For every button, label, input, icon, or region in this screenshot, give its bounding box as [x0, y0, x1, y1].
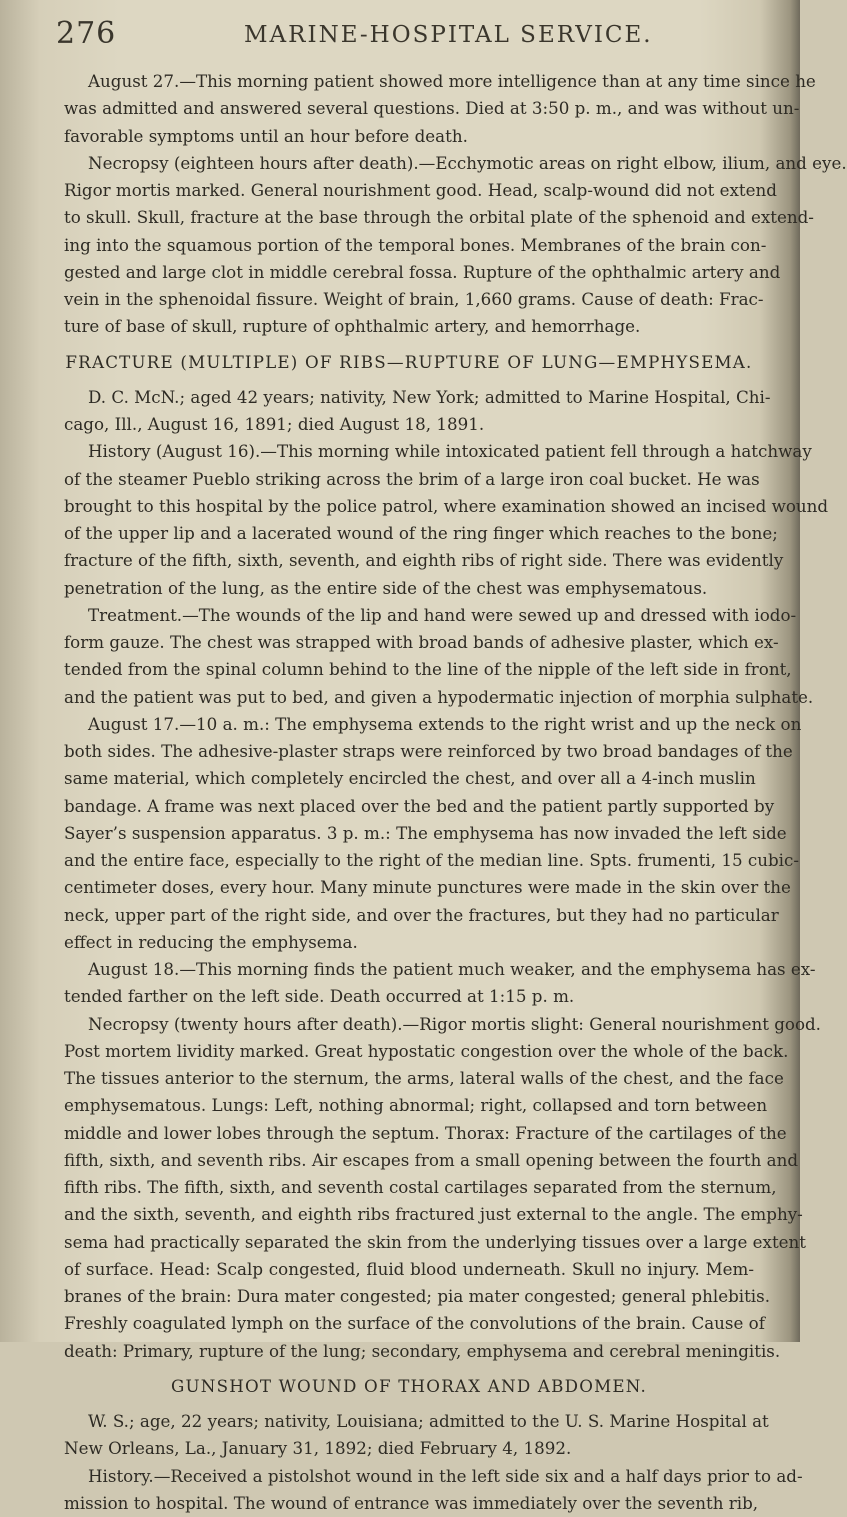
text-line: of the steamer Pueblo striking across the brim of a large iron coal bucket. He was: [64, 468, 760, 489]
text-line: Necropsy (twenty hours after death).—Rigor mortis slight: General nourishment good.: [88, 1013, 821, 1034]
text-line: penetration of the lung, as the entire side of the chest was emphysematous.: [64, 577, 708, 598]
text-line: tended farther on the left side. Death occurred at 1:15 p. m.: [64, 986, 575, 1007]
text-line: was admitted and answered several questions. Died at 3:50 p. m., and was without un-: [64, 98, 800, 119]
text-line: vein in the sphenoidal fissure. Weight of brain, 1,660 grams. Cause of death: Frac-: [64, 289, 764, 309]
text-line: History (August 16).—This morning while intoxicated patient fell through a hatchway: [88, 441, 812, 462]
text-line: Rigor mortis marked. General nourishment good. Head, scalp-wound did not extend: [64, 180, 777, 200]
body-text: [64, 68, 847, 1517]
text-line: August 27.—This morning patient showed more intelligence than at any time since he: [88, 71, 816, 91]
text-line: and the entire face, especially to the right of the median line. Spts. frumenti, 15 cubic-: [64, 850, 799, 870]
text-line: Post mortem lividity marked. Great hypostatic congestion over the whole of the back.: [64, 1040, 789, 1061]
text-line: W. S.; age, 22 years; nativity, Louisiana; admitted to the U. S. Marine Hospital at: [88, 1411, 769, 1431]
text-line: fracture of the fifth, sixth, seventh, and eighth ribs of right side. There was evidently: [64, 550, 784, 571]
section-heading: GUNSHOT WOUND OF THORAX AND ABDOMEN.: [170, 1375, 648, 1396]
text-line: Sayer’s suspension apparatus. 3 p. m.: The emphysema has now invaded the left side: [64, 822, 787, 843]
text-line: of the upper lip and a lacerated wound of the ring finger which reaches to the bone;: [64, 523, 778, 543]
text-line: sema had practically separated the skin from the underlying tissues over a large extent: [64, 1231, 806, 1252]
section-heading: FRACTURE (MULTIPLE) OF RIBS—RUPTURE OF LUNG—EMPHYSEMA.: [65, 351, 753, 372]
text-line: favorable symptoms until an hour before death.: [64, 125, 468, 146]
text-line: ture of base of skull, rupture of ophthalmic artery, and hemorrhage.: [64, 316, 641, 337]
text-line: Necropsy (eighteen hours after death).—Ecchymotic areas on right elbow, ilium, and eye.: [88, 152, 847, 173]
page-header: [52, 14, 752, 54]
text-line: Freshly coagulated lymph on the surface of the convolutions of the brain. Cause of: [64, 1313, 765, 1334]
text-line: Treatment.—The wounds of the lip and hand were sewed up and dressed with iodo-: [88, 604, 797, 625]
text-line: middle and lower lobes through the septum. Thorax: Fracture of the cartilages of the: [64, 1122, 787, 1143]
text-line: August 18.—This morning finds the patient much weaker, and the emphysema has ex-: [88, 959, 816, 979]
text-line: neck, upper part of the right side, and over the fractures, but they had no particular: [64, 904, 779, 925]
text-line: and the patient was put to bed, and given a hypodermatic injection of morphia sulphate.: [64, 686, 814, 707]
text-line: emphysematous. Lungs: Left, nothing abnormal; right, collapsed and torn between: [64, 1095, 768, 1116]
text-line: of surface. Head: Scalp congested, fluid blood underneath. Skull no injury. Mem-: [64, 1258, 754, 1279]
text-line: cago, Ill., August 16, 1891; died August 18, 1891.: [64, 414, 485, 434]
text-line: centimeter doses, every hour. Many minute punctures were made in the skin over the: [64, 877, 791, 898]
text-line: effect in reducing the emphysema.: [64, 931, 358, 952]
text-line: mission to hospital. The wound of entrance was immediately over the seventh rib,: [64, 1492, 759, 1513]
text-line: death: Primary, rupture of the lung; secondary, emphysema and cerebral meningitis.: [64, 1340, 781, 1361]
text-line: tended from the spinal column behind to the line of the nipple of the left side in front,: [64, 659, 792, 680]
text-line: same material, which completely encircled the chest, and over all a 4-inch muslin: [64, 768, 756, 789]
text-line: August 17.—10 a. m.: The emphysema extends to the right wrist and up the neck on: [88, 713, 802, 734]
text-line: branes of the brain: Dura mater congested; pia mater congested; general phlebitis.: [64, 1286, 771, 1306]
text-line: and the sixth, seventh, and eighth ribs fractured just external to the angle. The emphy-: [64, 1204, 803, 1225]
text-line: ing into the squamous portion of the temporal bones. Membranes of the brain con-: [64, 234, 767, 255]
text-line: New Orleans, La., January 31, 1892; died February 4, 1892.: [64, 1438, 572, 1459]
text-line: D. C. McN.; aged 42 years; nativity, New York; admitted to Marine Hospital, Chi-: [88, 386, 771, 407]
text-line: gested and large clot in middle cerebral fossa. Rupture of the ophthalmic artery and: [64, 261, 781, 282]
text-line: The tissues anterior to the sternum, the arms, lateral walls of the chest, and the face: [64, 1068, 784, 1088]
text-line: both sides. The adhesive-plaster straps were reinforced by two broad bandages of the: [64, 741, 793, 761]
text-line: bandage. A frame was next placed over the bed and the patient partly supported by: [64, 795, 775, 816]
text-line: fifth ribs. The fifth, sixth, and seventh costal cartilages separated from the sternum,: [64, 1177, 777, 1197]
text-line: form gauze. The chest was strapped with broad bands of adhesive plaster, which ex-: [64, 632, 779, 652]
text-line: fifth, sixth, and seventh ribs. Air escapes from a small opening between the fourth and: [64, 1149, 799, 1170]
text-line: History.—Received a pistolshot wound in the left side six and a half days prior to ad-: [88, 1465, 803, 1486]
text-line: to skull. Skull, fracture at the base through the orbital plate of the sphenoid and extend-: [64, 207, 814, 228]
running-head: MARINE-HOSPITAL SERVICE.: [244, 22, 653, 48]
page-number: 276: [56, 16, 117, 51]
text-line: brought to this hospital by the police patrol, where examination showed an incised wound: [64, 495, 829, 516]
